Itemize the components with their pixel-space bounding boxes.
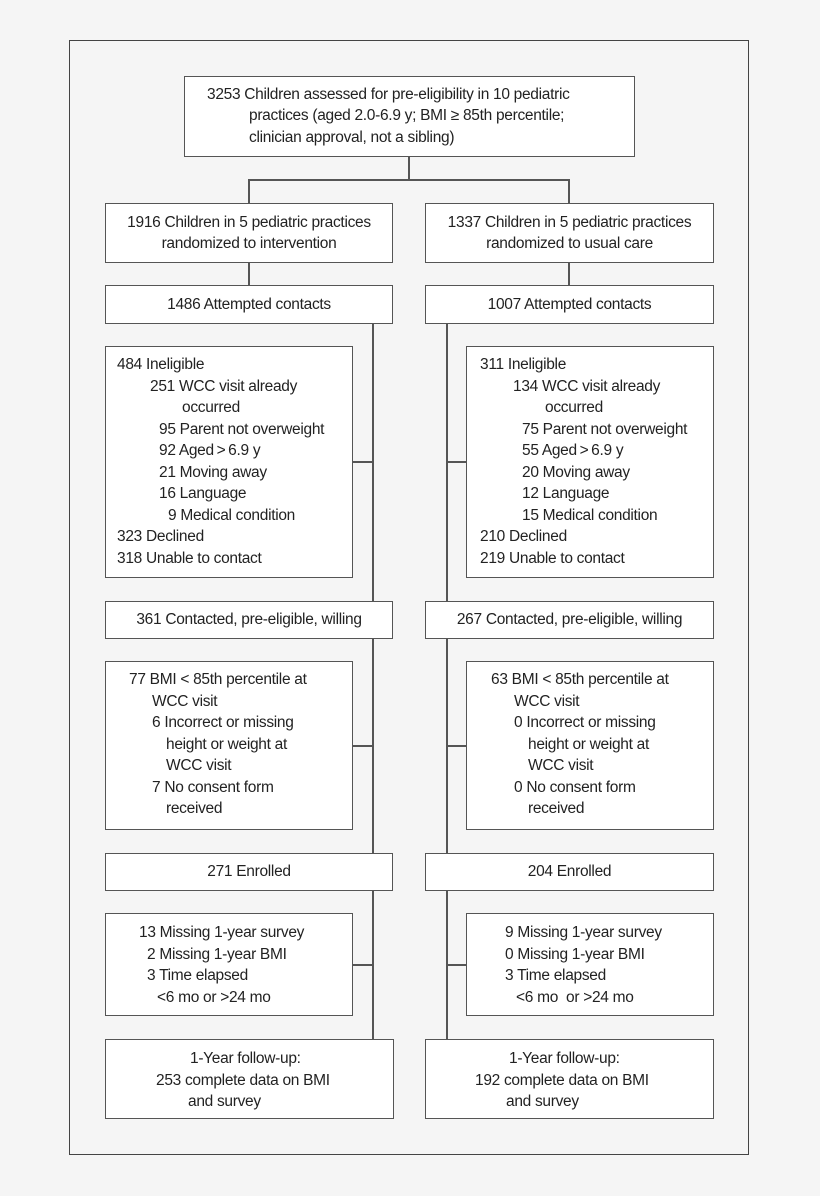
count: 16 [159,485,176,502]
label: BMI < 85th percentile at [149,671,307,688]
randomized-intervention-line-1: 1916 Children in 5 pediatric practices [127,213,371,231]
contacted-usual-care-box: 267 Contacted, pre-eligible, willing [425,601,714,639]
label: Missing 1-year survey [517,924,662,941]
enrolled-usual-care-box: 204 Enrolled [425,853,714,891]
label: Medical condition [180,506,296,524]
count: 12 [522,485,539,502]
connector [352,964,373,966]
label: Incorrect or missing [164,714,294,731]
followup-intervention-box [105,1039,394,1119]
label-cont: occurred [182,399,240,416]
label: Missing 1-year BMI [517,945,645,963]
followup-usual-care-box [425,1039,714,1119]
count: 7 [152,778,161,796]
right-trunk [446,323,448,1039]
count: 9 [505,924,514,941]
count: 3 [505,967,514,984]
missing-intervention-box [105,913,353,1016]
followup-line-3: and survey [188,1093,261,1110]
connector [248,179,250,203]
contacted-intervention-box: 361 Contacted, pre-eligible, willing [105,601,393,639]
connector [248,179,569,181]
randomized-intervention-box [105,203,393,263]
label: Parent not overweight [179,420,325,438]
assessed-line-2: practices (aged 2.0-6.9 y; BMI ≥ 85th percentile; [249,107,565,124]
count: 0 [514,714,523,731]
followup-line-1: 1-Year follow-up: [190,1050,301,1067]
label: Language [179,485,247,502]
connector [446,745,466,747]
connector [408,156,410,180]
count: 210 [480,528,505,545]
assessed-box [184,76,635,157]
count: 0 [505,945,514,963]
label: Incorrect or missing [526,714,656,731]
count: 13 [139,924,156,941]
connector [352,461,373,463]
assessed-line-1: 3253 Children assessed for pre-eligibility in 10 pediatric [207,86,570,103]
label: BMI < 85th percentile at [511,671,669,688]
attempted-usual-care-box: 1007 Attempted contacts [425,285,714,324]
label-cont: height or weight at [528,735,649,753]
label: No consent form [526,778,636,796]
followup-line-1: 1-Year follow-up: [509,1050,620,1067]
enrolled-intervention-box: 271 Enrolled [105,853,393,891]
count: 311 [480,356,504,373]
count: 0 [514,778,523,796]
label: Ineligible [507,356,567,373]
label-cont: occurred [545,399,603,416]
assessed-line-3: clinician approval, not a sibling) [249,129,455,146]
label-cont: WCC visit [166,757,232,774]
connector [352,745,373,747]
count: 318 [117,549,142,567]
count: 2 [147,945,156,963]
count: 9 [168,506,177,524]
count: 15 [522,506,539,524]
label: Aged > 6.9 y [178,442,261,459]
count: 75 [522,420,539,438]
label: Parent not overweight [542,420,688,438]
left-trunk [372,323,374,1039]
count: 484 [117,356,142,373]
label-cont: <6 mo or >24 mo [516,988,634,1006]
label-cont: received [528,800,585,817]
connector [568,179,570,203]
count: 92 [159,442,176,459]
count: 134 [513,377,538,395]
label: No consent form [164,778,274,796]
count: 3 [147,967,156,984]
count: 55 [522,442,539,459]
label: Unable to contact [508,549,625,567]
label: Time elapsed [159,967,248,984]
count: 63 [491,671,508,688]
label: Time elapsed [517,967,606,984]
label-cont: WCC visit [152,692,218,710]
label: Moving away [179,463,267,481]
count: 20 [522,463,539,481]
count: 6 [152,714,161,731]
randomized-usual-care-line-2: randomized to usual care [486,235,653,252]
count: 95 [159,420,176,438]
connector [568,262,570,285]
attempted-intervention-box: 1486 Attempted contacts [105,285,393,324]
label-cont: <6 mo or >24 mo [157,988,271,1006]
label: Moving away [542,463,630,481]
followup-line-3: and survey [506,1093,579,1110]
label-cont: height or weight at [166,735,287,753]
label-cont: WCC visit [528,757,594,774]
excluded2-intervention-box [105,661,353,830]
label: Declined [145,528,204,545]
count: 323 [117,528,142,545]
label-cont: received [166,800,223,817]
label: Language [542,485,610,502]
excluded-usual-care-box [466,346,714,578]
randomized-usual-care-line-1: 1337 Children in 5 pediatric practices [447,213,692,231]
count: 219 [480,549,505,567]
followup-line-2: 253 complete data on BMI [156,1072,330,1089]
randomized-usual-care-box [425,203,714,263]
connector [446,964,466,966]
label: Unable to contact [145,549,262,567]
label: Missing 1-year survey [159,924,305,941]
count: 77 [129,671,146,688]
connector [446,461,466,463]
label: Declined [508,528,567,545]
excluded2-usual-care-box [466,661,714,830]
label: WCC visit already [541,377,661,395]
label: Aged > 6.9 y [541,442,624,459]
label-cont: WCC visit [514,692,580,710]
missing-usual-care-box [466,913,714,1016]
count: 21 [159,463,176,481]
followup-line-2: 192 complete data on BMI [475,1072,649,1089]
connector [248,262,250,285]
label: WCC visit already [178,377,298,395]
randomized-intervention-line-2: randomized to intervention [161,235,337,252]
label: Medical condition [542,506,658,524]
label: Ineligible [145,356,205,373]
excluded-intervention-box [105,346,353,578]
label: Missing 1-year BMI [159,945,287,963]
count: 251 [150,377,175,395]
